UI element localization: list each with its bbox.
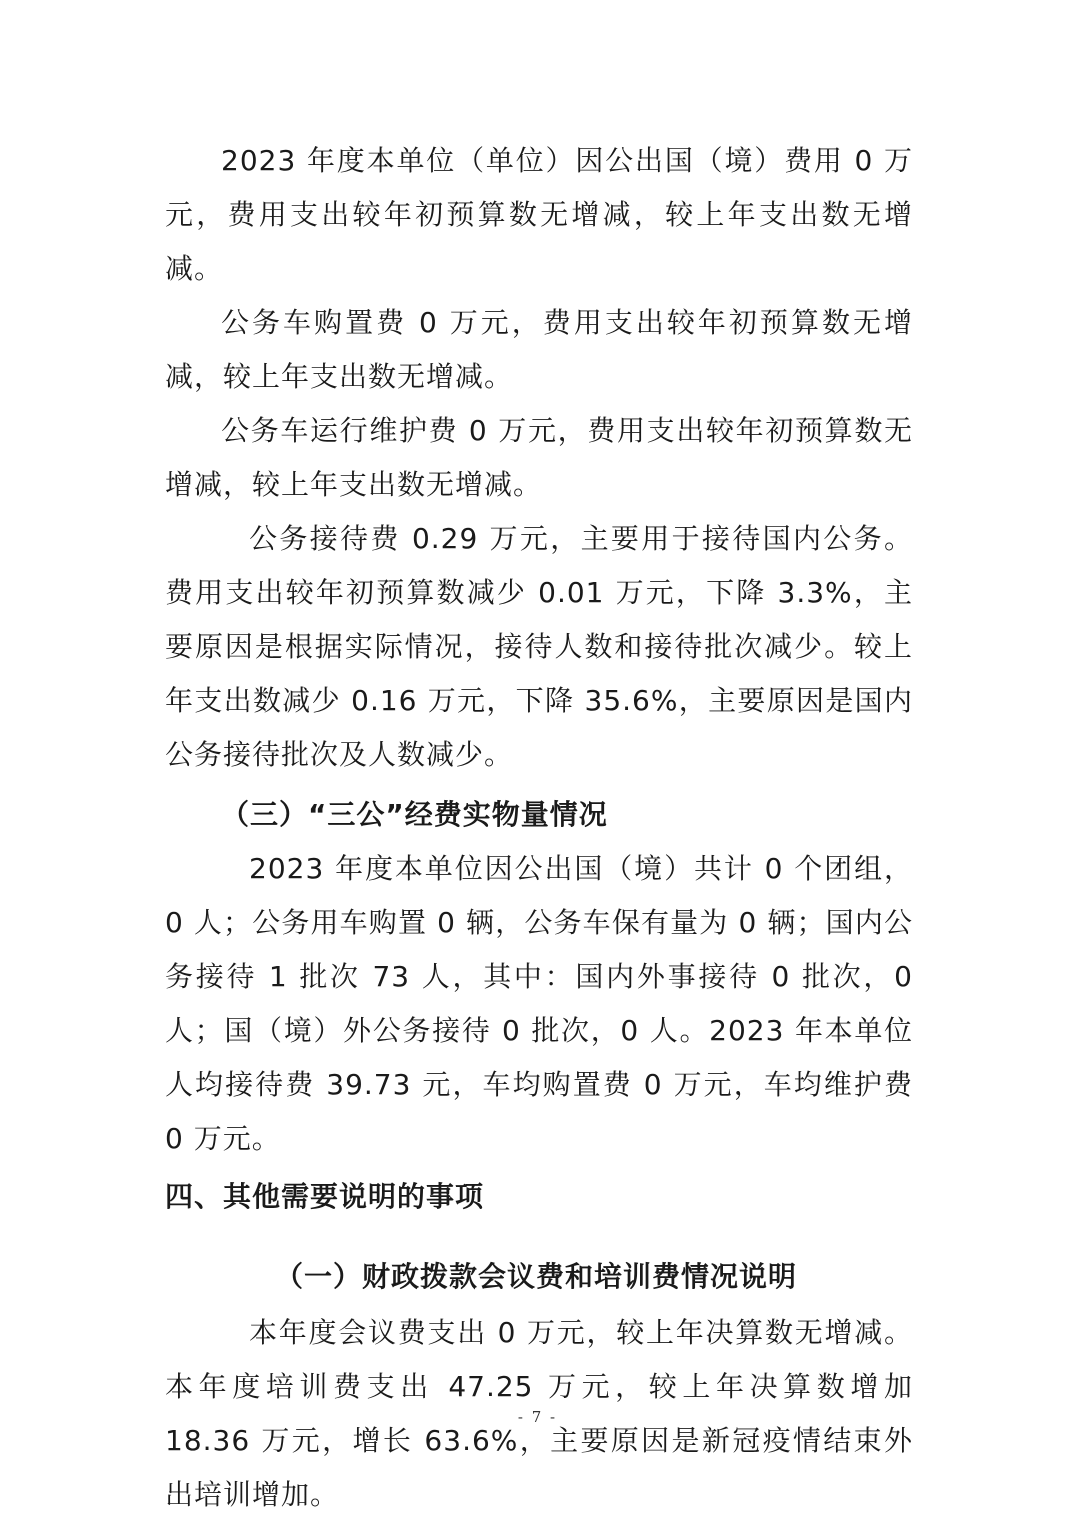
heading-section-four: 四、其他需要说明的事项 — [165, 1180, 485, 1213]
paragraph-meeting-training-details: 本年度会议费支出 0 万元，较上年决算数无增减。本年度培训费支出 47.25 万元，较上年决算数增加 18.36 万元，增长 63.6%，主要原因是新冠疫情结束外出培训增加。 — [165, 1316, 913, 1511]
paragraph-vehicle-purchase-cost: 公务车购置费 0 万元，费用支出较年初预算数无增减，较上年支出数无增减。 — [165, 306, 913, 393]
document-body — [165, 134, 913, 1522]
heading-sanggong-physical-quantity: （三）“三公”经费实物量情况 — [221, 798, 608, 831]
paragraph-sanggong-quantity-details: 2023 年度本单位因公出国（境）共计 0 个团组，0 人；公务用车购置 0 辆，公务车保有量为 0 辆；国内公务接待 1 批次 73 人，其中：国内外事接待 0 批次，0 人；国（境）外公务接待 0 批次，0 人。2023 年本单位人均接待费 39.73 元，车均购置费 0 万元，车均维护费 0 万元。 — [165, 852, 913, 1155]
paragraph-reception-cost: 公务接待费 0.29 万元，主要用于接待国内公务。费用支出较年初预算数减少 0.01 万元，下降 3.3%，主要原因是根据实际情况，接待人数和接待批次减少。较上年支出数减少 0.16 万元，下降 35.6%，主要原因是国内公务接待批次及人数减少。 — [165, 522, 913, 771]
heading-meeting-training-costs: （一）财政拨款会议费和培训费情况说明 — [275, 1260, 798, 1293]
paragraph-travel-abroad-cost: 2023 年度本单位（单位）因公出国（境）费用 0 万元，费用支出较年初预算数无增减，较上年支出数无增减。 — [165, 144, 913, 285]
page-number: - 7 - — [517, 1408, 558, 1426]
paragraph-vehicle-maintenance-cost: 公务车运行维护费 0 万元，费用支出较年初预算数无增减，较上年支出数无增减。 — [165, 414, 913, 501]
